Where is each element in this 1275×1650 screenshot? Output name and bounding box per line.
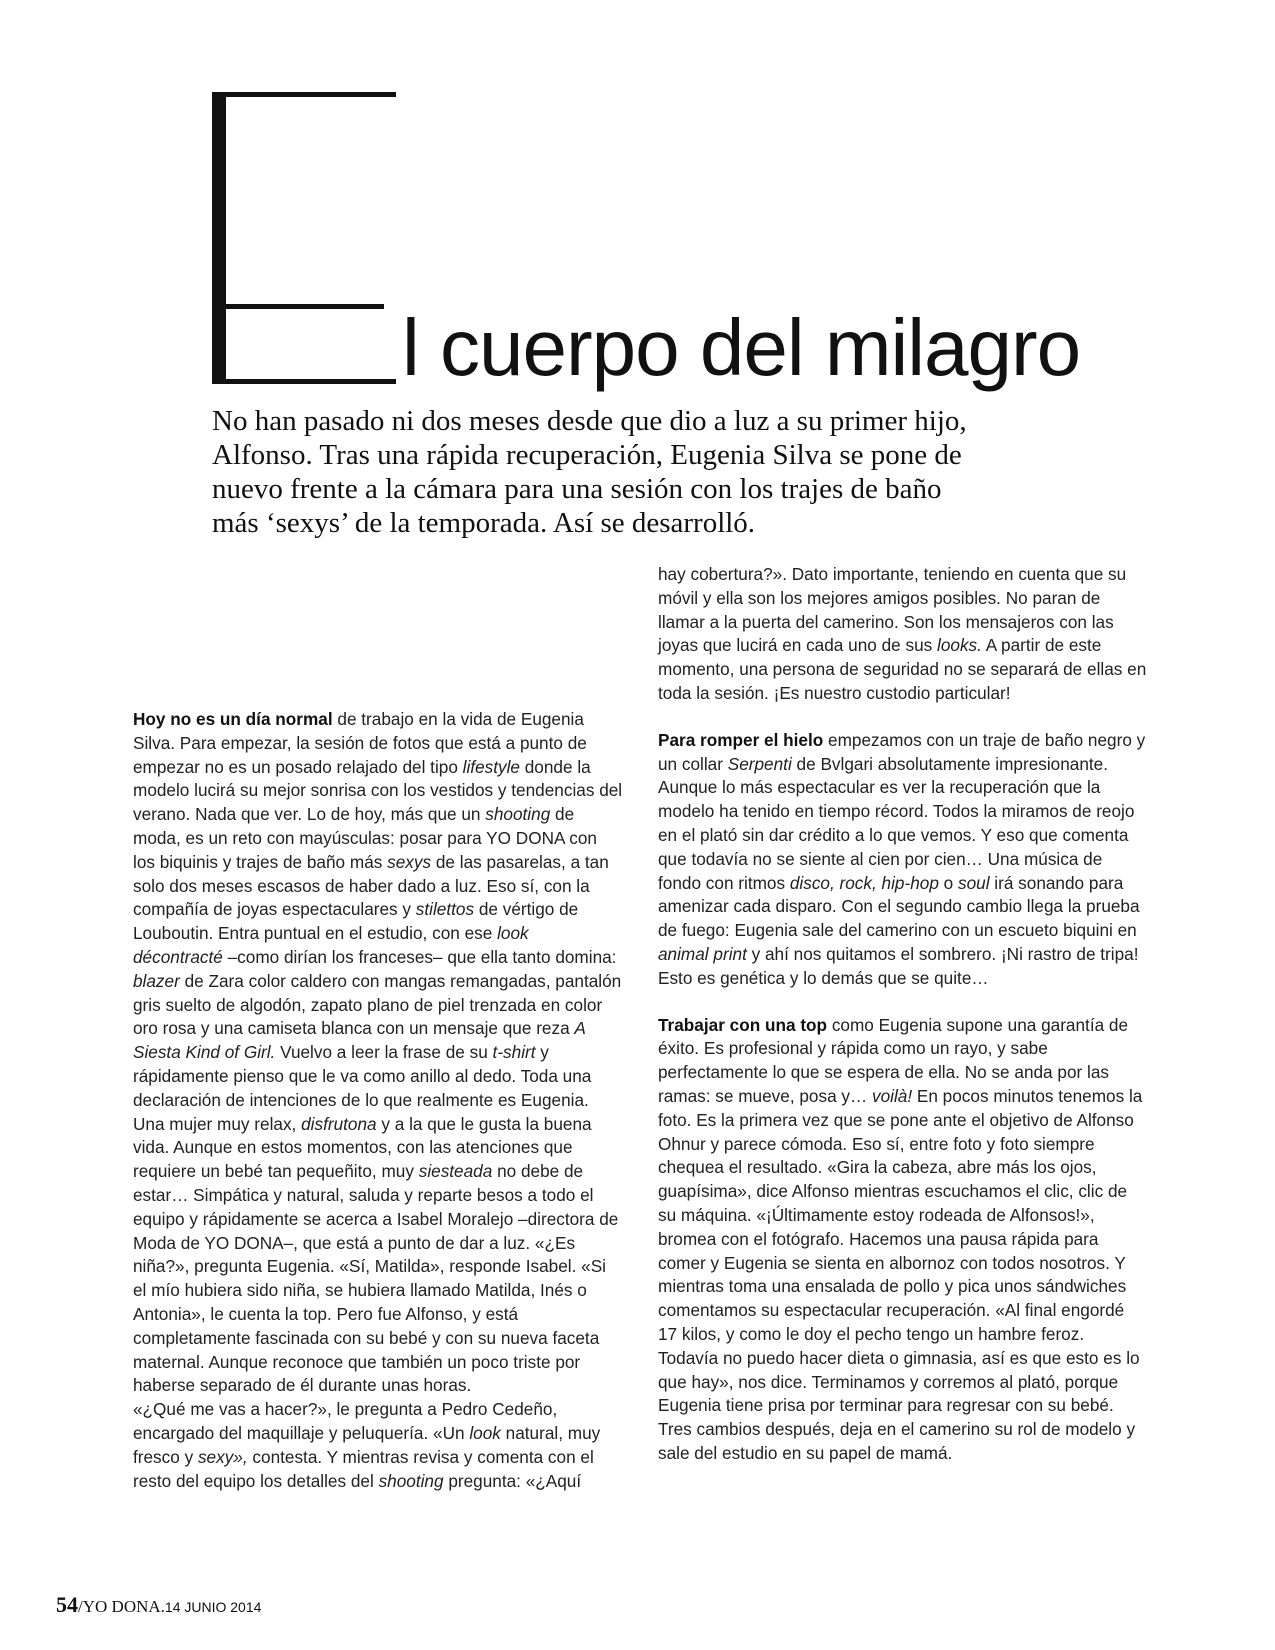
- folio-separator: /: [78, 1597, 83, 1616]
- lede-paragraph: No han pasado ni dos meses desde que dio a luz a su primer hijo, Alfonso. Tras una rápida recuperación, Eugenia Silva se pone de nuevo frente a la cámara para una sesión con los trajes de baño más ‘sexys’ de la temporada. Así se desarrolló.: [212, 405, 967, 539]
- paragraph-lead-in: Para romper el hielo: [658, 729, 824, 750]
- drop-cap-initial: [212, 92, 402, 384]
- body-column-left: [133, 708, 623, 1493]
- body-paragraph: Trabajar con una top como Eugenia supone una garantía de éxito. Es profesional y rápida como un rayo, y sabe perfectamente lo que se espera de ella. No se anda por las ramas: se mueve, posa y… voilà! En pocos minutos tenemos la foto. Es la primera vez que se pone ante el objetivo de Alfonso Ohnur y parece cómoda. Eso sí, entre foto y foto siempre chequea el resultado. «Gira la cabeza, abre más los ojos, guapísima», dice Alfonso mientras escuchamos el clic, clic de su máquina. «¡Últimamente estoy rodeada de Alfonsos!», bromea con el fotógrafo. Hacemos una pausa rápida para comer y Eugenia se sienta en albornoz con todos nosotros. Y mientras toma una ensalada de pollo y pica unos sándwiches comentamos su espectacular recuperación. «Al final engordé 17 kilos, y como le doy el pecho tengo un hambre feroz. Todavía no puedo hacer dieta o gimnasia, así es que esto es lo que hay», nos dice. Terminamos y corremos al plató, porque Eugenia tiene prisa por terminar para regresar con su bebé. Tres cambios después, deja en el camerino su rol de modelo y sale del estudio en su papel de mamá.: [658, 1014, 1143, 1463]
- body-paragraph: Para romper el hielo empezamos con un traje de baño negro y un collar Serpenti de Bvlgari absolutamente impresionante. Aunque lo más espectacular es ver la recuperación que la modelo ha tenido en tiempo récord. Todos la miramos de reojo en el plató sin dar crédito a lo que vemos. Y eso que comenta que todavía no se siente al cien por cien… Una música de fondo con ritmos disco, rock, hip-hop o soul irá sonando para amenizar cada disparo. Con el segundo cambio llega la prueba de fuego: Eugenia sale del camerino con un escueto biquini en animal print y ahí nos quitamos el sombrero. ¡Ni rastro de tripa! Esto es genética y lo demás que se quite…: [658, 729, 1146, 988]
- page-folio: [56, 1592, 261, 1618]
- paragraph-lead-in: Hoy no es un día normal: [133, 709, 333, 729]
- body-paragraph: «¿Qué me vas a hacer?», le pregunta a Pedro Cedeño, encargado del maquillaje y peluquería. «Un look natural, muy fresco y sexy», contesta. Y mientras revisa y comenta con el resto del equipo los detalles del shooting pregunta: «¿Aquí: [133, 1399, 601, 1491]
- page-number: 54: [56, 1592, 78, 1617]
- paragraph-lead-in: Trabajar con una top: [658, 1014, 828, 1035]
- issue-date: 14 JUNIO 2014: [164, 1599, 262, 1615]
- magazine-name: YO DONA.: [82, 1597, 165, 1616]
- headline-title: l cuerpo del milagro: [402, 303, 1081, 392]
- body-paragraph: Hoy no es un día normal de trabajo en la vida de Eugenia Silva. Para empezar, la sesión de fotos que está a punto de empezar no es un posado relajado del tipo lifestyle donde la modelo lucirá su mejor sonrisa con los vestidos y tendencias del verano. Nada que ver. Lo de hoy, más que un shooting de moda, es un reto con mayúsculas: posar para YO DONA con los biquinis y trajes de baño más sexys de las pasarelas, a tan solo dos meses escasos de haber dado a luz. Eso sí, con la compañía de joyas espectaculares y stilettos de vértigo de Louboutin. Entra puntual en el estudio, con ese look décontracté –como dirían los franceses– que ella tanto domina: blazer de Zara color caldero con mangas remangadas, pantalón gris suelto de algodón, zapato plano de piel trenzada en color oro rosa y una camiseta blanca con un mensaje que reza A Siesta Kind of Girl. Vuelvo a leer la frase de su t-shirt y rápidamente pienso que le va como anillo al dedo. Toda una declaración de intenciones de lo que realmente es Eugenia. Una mujer muy relax, disfrutona y a la que le gusta la buena vida. Aunque en estos momentos, con las atenciones que requiere un bebé tan pequeñito, muy siesteada no debe de estar… Simpática y natural, saluda y reparte besos a todo el equipo y rápidamente se acerca a Isabel Moralejo –directora de Moda de YO DONA–, que está a punto de dar a luz. «¿Es niña?», pregunta Eugenia. «Sí, Matilda», responde Isabel. «Si el mío hubiera sido niña, se hubiera llamado Matilda, Inés o Antonia», le cuenta la top. Pero fue Alfonso, y está completamente fascinada con su bebé y con su nueva faceta maternal. Aunque reconoce que también un poco triste por haberse separado de él durante unas horas.: [133, 709, 623, 1396]
- body-column-right: [658, 563, 1148, 1466]
- body-paragraph: hay cobertura?». Dato importante, teniendo en cuenta que su móvil y ella son los mejores amigos posibles. No paran de llamar a la puerta del camerino. Son los mensajeros con las joyas que lucirá en cada uno de sus looks. A partir de este momento, una persona de seguridad no se separará de ellas en toda la sesión. ¡Es nuestro custodio particular!: [658, 564, 1147, 703]
